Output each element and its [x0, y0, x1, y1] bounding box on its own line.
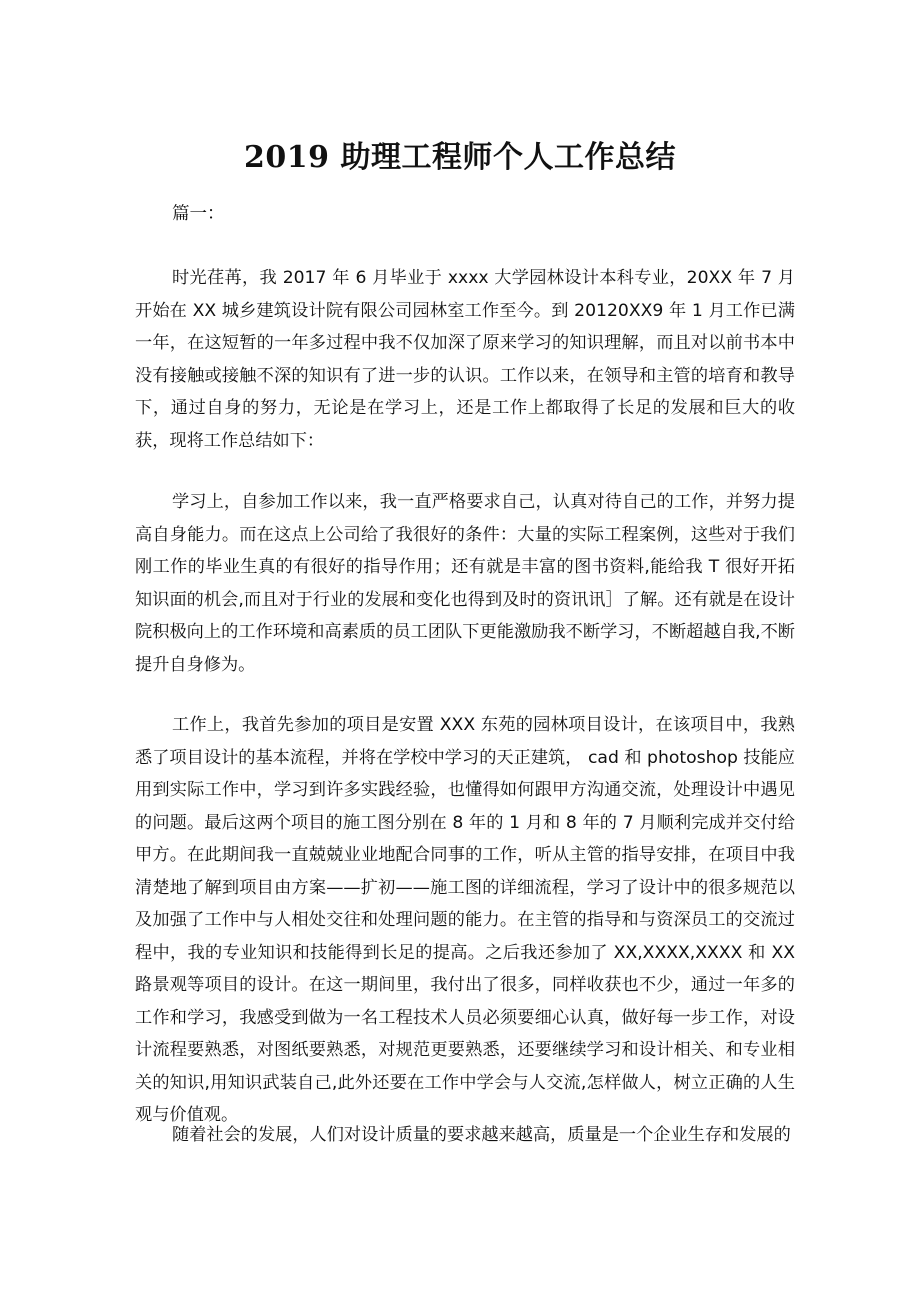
section-label: 篇一：: [172, 204, 225, 224]
paragraph-quality: 随着社会的发展，人们对设计质量的要求越来越高，质量是一个企业生存和发展的: [172, 1125, 791, 1145]
paragraph-study: 学习上，自参加工作以来，我一直严格要求自己，认真对待自己的工作，并努力提高自身能力。而在这点上公司给了我很好的条件：大量的实际工程案例，这些对于我们刚工作的毕业生真的有很好的指导作用；还有就是丰富的图书资料,能给我 T 很好开拓知识面的机会,而且对于行业的发展和变化也得到及时的资讯讯］了解。还有就是在设计院积极向上的工作环境和高素质的员工团队下更能激励我不断学习，不断超越自我,不断提升自身修为。: [135, 492, 795, 675]
document-title: 2019 助理工程师个人工作总结: [244, 140, 676, 175]
paragraph-work: 工作上，我首先参加的项目是安置 XXX 东苑的园林项目设计，在该项目中，我熟悉了项目设计的基本流程，并将在学校中学习的天正建筑， cad 和 photoshop 技能应用到实际工作中，学习到许多实践经验，也懂得如何跟甲方沟通交流，处理设计中遇见的问题。最后这两个项目的施工图分别在 8 年的 1 月和 8 年的 7 月顺利完成并交付给甲方。在此期间我一直兢兢业业地配合同事的工作，听从主管的指导安排，在项目中我清楚地了解到项目由方案——扩初——施工图的详细流程，学习了设计中的很多规范以及加强了工作中与人相处交往和处理问题的能力。在主管的指导和与资深员工的交流过程中，我的专业知识和技能得到长足的提高。之后我还参加了 XX,XXXX,XXXX 和 XX 路景观等项目的设计。在这一期间里，我付出了很多，同样收获也不少，通过一年多的工作和学习，我感受到做为一名工程技术人员必须要细心认真，做好每一步工作，对设计流程要熟悉，对图纸要熟悉，对规范更要熟悉，还要继续学习和设计相关、和专业相关的知识,用知识武装自己,此外还要在工作中学会与人交流,怎样做人，树立正确的人生观与价值观。: [135, 715, 795, 1125]
paragraph-intro: 时光荏苒，我 2017 年 6 月毕业于 xxxx 大学园林设计本科专业，20XX 年 7 月开始在 XX 城乡建筑设计院有限公司园林室工作至今。到 20120XX9 年 1 月工作已满一年，在这短暂的一年多过程中我不仅加深了原来学习的知识理解，而且对以前书本中没有接触或接触不深的知识有了进一步的认识。工作以来，在领导和主管的培育和教导下，通过自身的努力，无论是在学习上，还是工作上都取得了长足的发展和巨大的收获，现将工作总结如下：: [135, 268, 795, 451]
